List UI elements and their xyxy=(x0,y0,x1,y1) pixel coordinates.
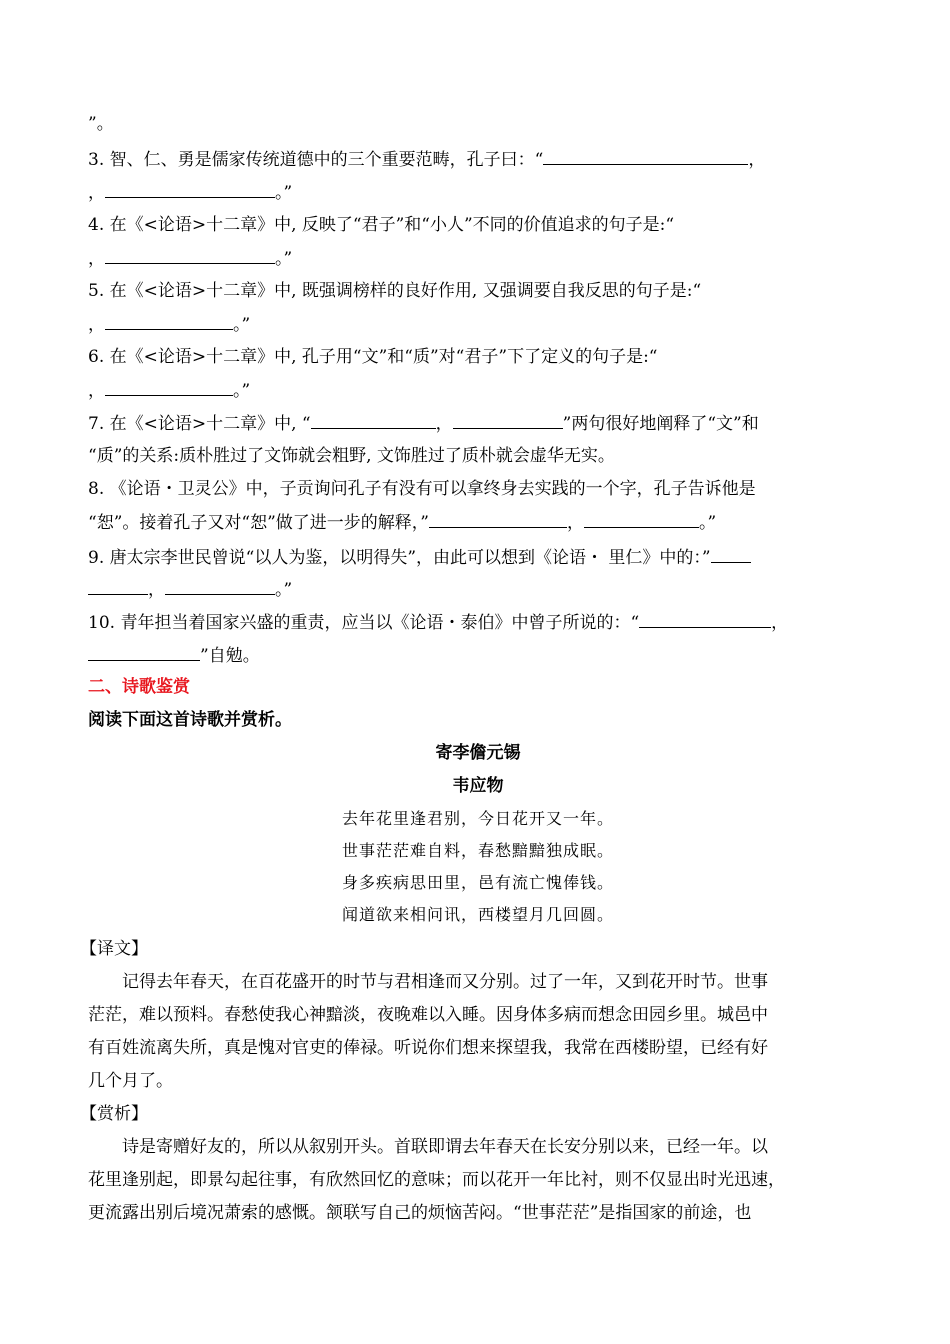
punct: 。” xyxy=(275,183,293,203)
section-heading: 二、诗歌鉴赏 xyxy=(88,677,190,697)
punct: 。” xyxy=(233,315,251,335)
translation-line: 几个月了。 xyxy=(88,1071,173,1091)
question-text: 5. 在《<论语>十二章》中, 既强调榜样的良好作用, 又强调要自我反思的句子是:“ xyxy=(88,281,702,301)
answer-blank[interactable] xyxy=(543,148,748,165)
question-9-line2 xyxy=(88,578,868,601)
question-7-line2 xyxy=(88,445,868,467)
question-text: 7. 在《<论语>十二章》中, “ xyxy=(88,414,311,434)
question-4 xyxy=(88,214,868,236)
question-9 xyxy=(88,546,868,569)
punct: ， xyxy=(148,580,165,600)
answer-blank[interactable] xyxy=(711,546,751,563)
question-10 xyxy=(88,611,868,634)
punct: ， xyxy=(748,150,766,170)
question-text: 9. 唐太宗李世民曾说“以人为鉴，以明得失”，由此可以想到《论语・ 里仁》中的：” xyxy=(88,548,711,568)
punct: ， xyxy=(88,315,105,335)
punct: 。” xyxy=(275,580,293,600)
section-instruction: 阅读下面这首诗歌并赏析。 xyxy=(88,710,292,730)
question-3-line2 xyxy=(88,181,868,204)
punct: 。” xyxy=(698,513,717,533)
answer-blank[interactable] xyxy=(453,412,563,429)
text: ”。 xyxy=(88,114,114,134)
punct: 。” xyxy=(275,249,293,269)
question-text: ”两句很好地阐释了“文”和 xyxy=(562,414,759,434)
appreciation-line: 花里逢别起，即景勾起往事，有欣然回忆的意味；而以花开一年比衬，则不仅显出时光迅速， xyxy=(88,1170,785,1190)
question-8-line2 xyxy=(88,511,868,534)
punct: ， xyxy=(435,414,453,434)
punct: ， xyxy=(771,613,789,633)
question-4-line2 xyxy=(88,247,868,270)
poem-author: 韦应物 xyxy=(452,776,504,796)
question-2-tail xyxy=(88,113,868,135)
answer-blank[interactable] xyxy=(311,412,436,429)
translation-label: 【译文】 xyxy=(80,939,148,959)
appreciation-line: 更流露出别后境况萧索的感慨。颔联写自己的烦恼苦闷。“世事茫茫”是指国家的前途，也 xyxy=(88,1203,752,1223)
question-6 xyxy=(88,346,868,368)
answer-blank[interactable] xyxy=(105,181,275,198)
poem-title: 寄李儋元锡 xyxy=(435,743,521,763)
poem-line: 身多疾病思田里，邑有流亡愧俸钱。 xyxy=(341,873,614,892)
punct: ， xyxy=(88,183,105,203)
question-text: 4. 在《<论语>十二章》中, 反映了“君子”和“小人”不同的价值追求的句子是:“ xyxy=(88,215,675,235)
translation-line: 茫茫，难以预料。春愁使我心神黯淡，夜晚难以入睡。因身体多病而想念田园乡里。城邑中 xyxy=(88,1005,768,1025)
punct: ， xyxy=(88,381,105,401)
answer-blank[interactable] xyxy=(88,578,148,595)
question-5 xyxy=(88,280,868,302)
poem-line: 去年花里逢君别，今日花开又一年。 xyxy=(341,809,614,828)
translation-line: 有百姓流离失所，真是愧对官吏的俸禄。听说你们想来探望我，我常在西楼盼望，已经有好 xyxy=(88,1038,768,1058)
answer-blank[interactable] xyxy=(105,247,275,264)
question-6-line2 xyxy=(88,379,868,402)
punct: ， xyxy=(88,249,105,269)
answer-blank[interactable] xyxy=(88,644,200,661)
answer-blank[interactable] xyxy=(639,611,771,628)
punct: 。” xyxy=(233,381,251,401)
appreciation-line: 诗是寄赠好友的，所以从叙别开头。首联即谓去年春天在长安分别以来，已经一年。以 xyxy=(122,1137,768,1157)
question-text: ”自勉。 xyxy=(200,646,260,666)
question-text: 10. 青年担当着国家兴盛的重责，应当以《论语・泰伯》中曾子所说的：“ xyxy=(88,613,640,633)
question-10-line2 xyxy=(88,644,868,667)
question-7 xyxy=(88,412,868,435)
question-8 xyxy=(88,478,868,500)
question-text: 3. 智、仁、勇是儒家传统道德中的三个重要范畴，孔子曰：“ xyxy=(88,150,544,170)
poem-line: 世事茫茫难自料，春愁黯黯独成眠。 xyxy=(341,841,614,860)
answer-blank[interactable] xyxy=(105,313,233,330)
question-text: 6. 在《<论语>十二章》中, 孔子用“文”和“质”对“君子”下了定义的句子是:“ xyxy=(88,347,658,367)
translation-line: 记得去年春天，在百花盛开的时节与君相逢而又分别。过了一年，又到花开时节。世事 xyxy=(122,972,768,992)
appreciation-label: 【赏析】 xyxy=(80,1104,148,1124)
question-3 xyxy=(88,148,868,171)
punct: ， xyxy=(566,513,584,533)
question-text: 8. 《论语・卫灵公》中，子贡询问孔子有没有可以拿终身去实践的一个字，孔子告诉他是 xyxy=(88,479,756,499)
answer-blank[interactable] xyxy=(165,578,275,595)
question-text: “质”的关系:质朴胜过了文饰就会粗野, 文饰胜过了质朴就会虚华无实。 xyxy=(88,446,615,466)
question-5-line2 xyxy=(88,313,868,336)
question-text: “恕”。接着孔子又对“恕”做了进一步的解释，” xyxy=(88,513,429,533)
answer-blank[interactable] xyxy=(105,379,233,396)
answer-blank[interactable] xyxy=(584,511,699,528)
answer-blank[interactable] xyxy=(429,511,567,528)
poem-line: 闻道欲来相问讯，西楼望月几回圆。 xyxy=(341,905,614,924)
